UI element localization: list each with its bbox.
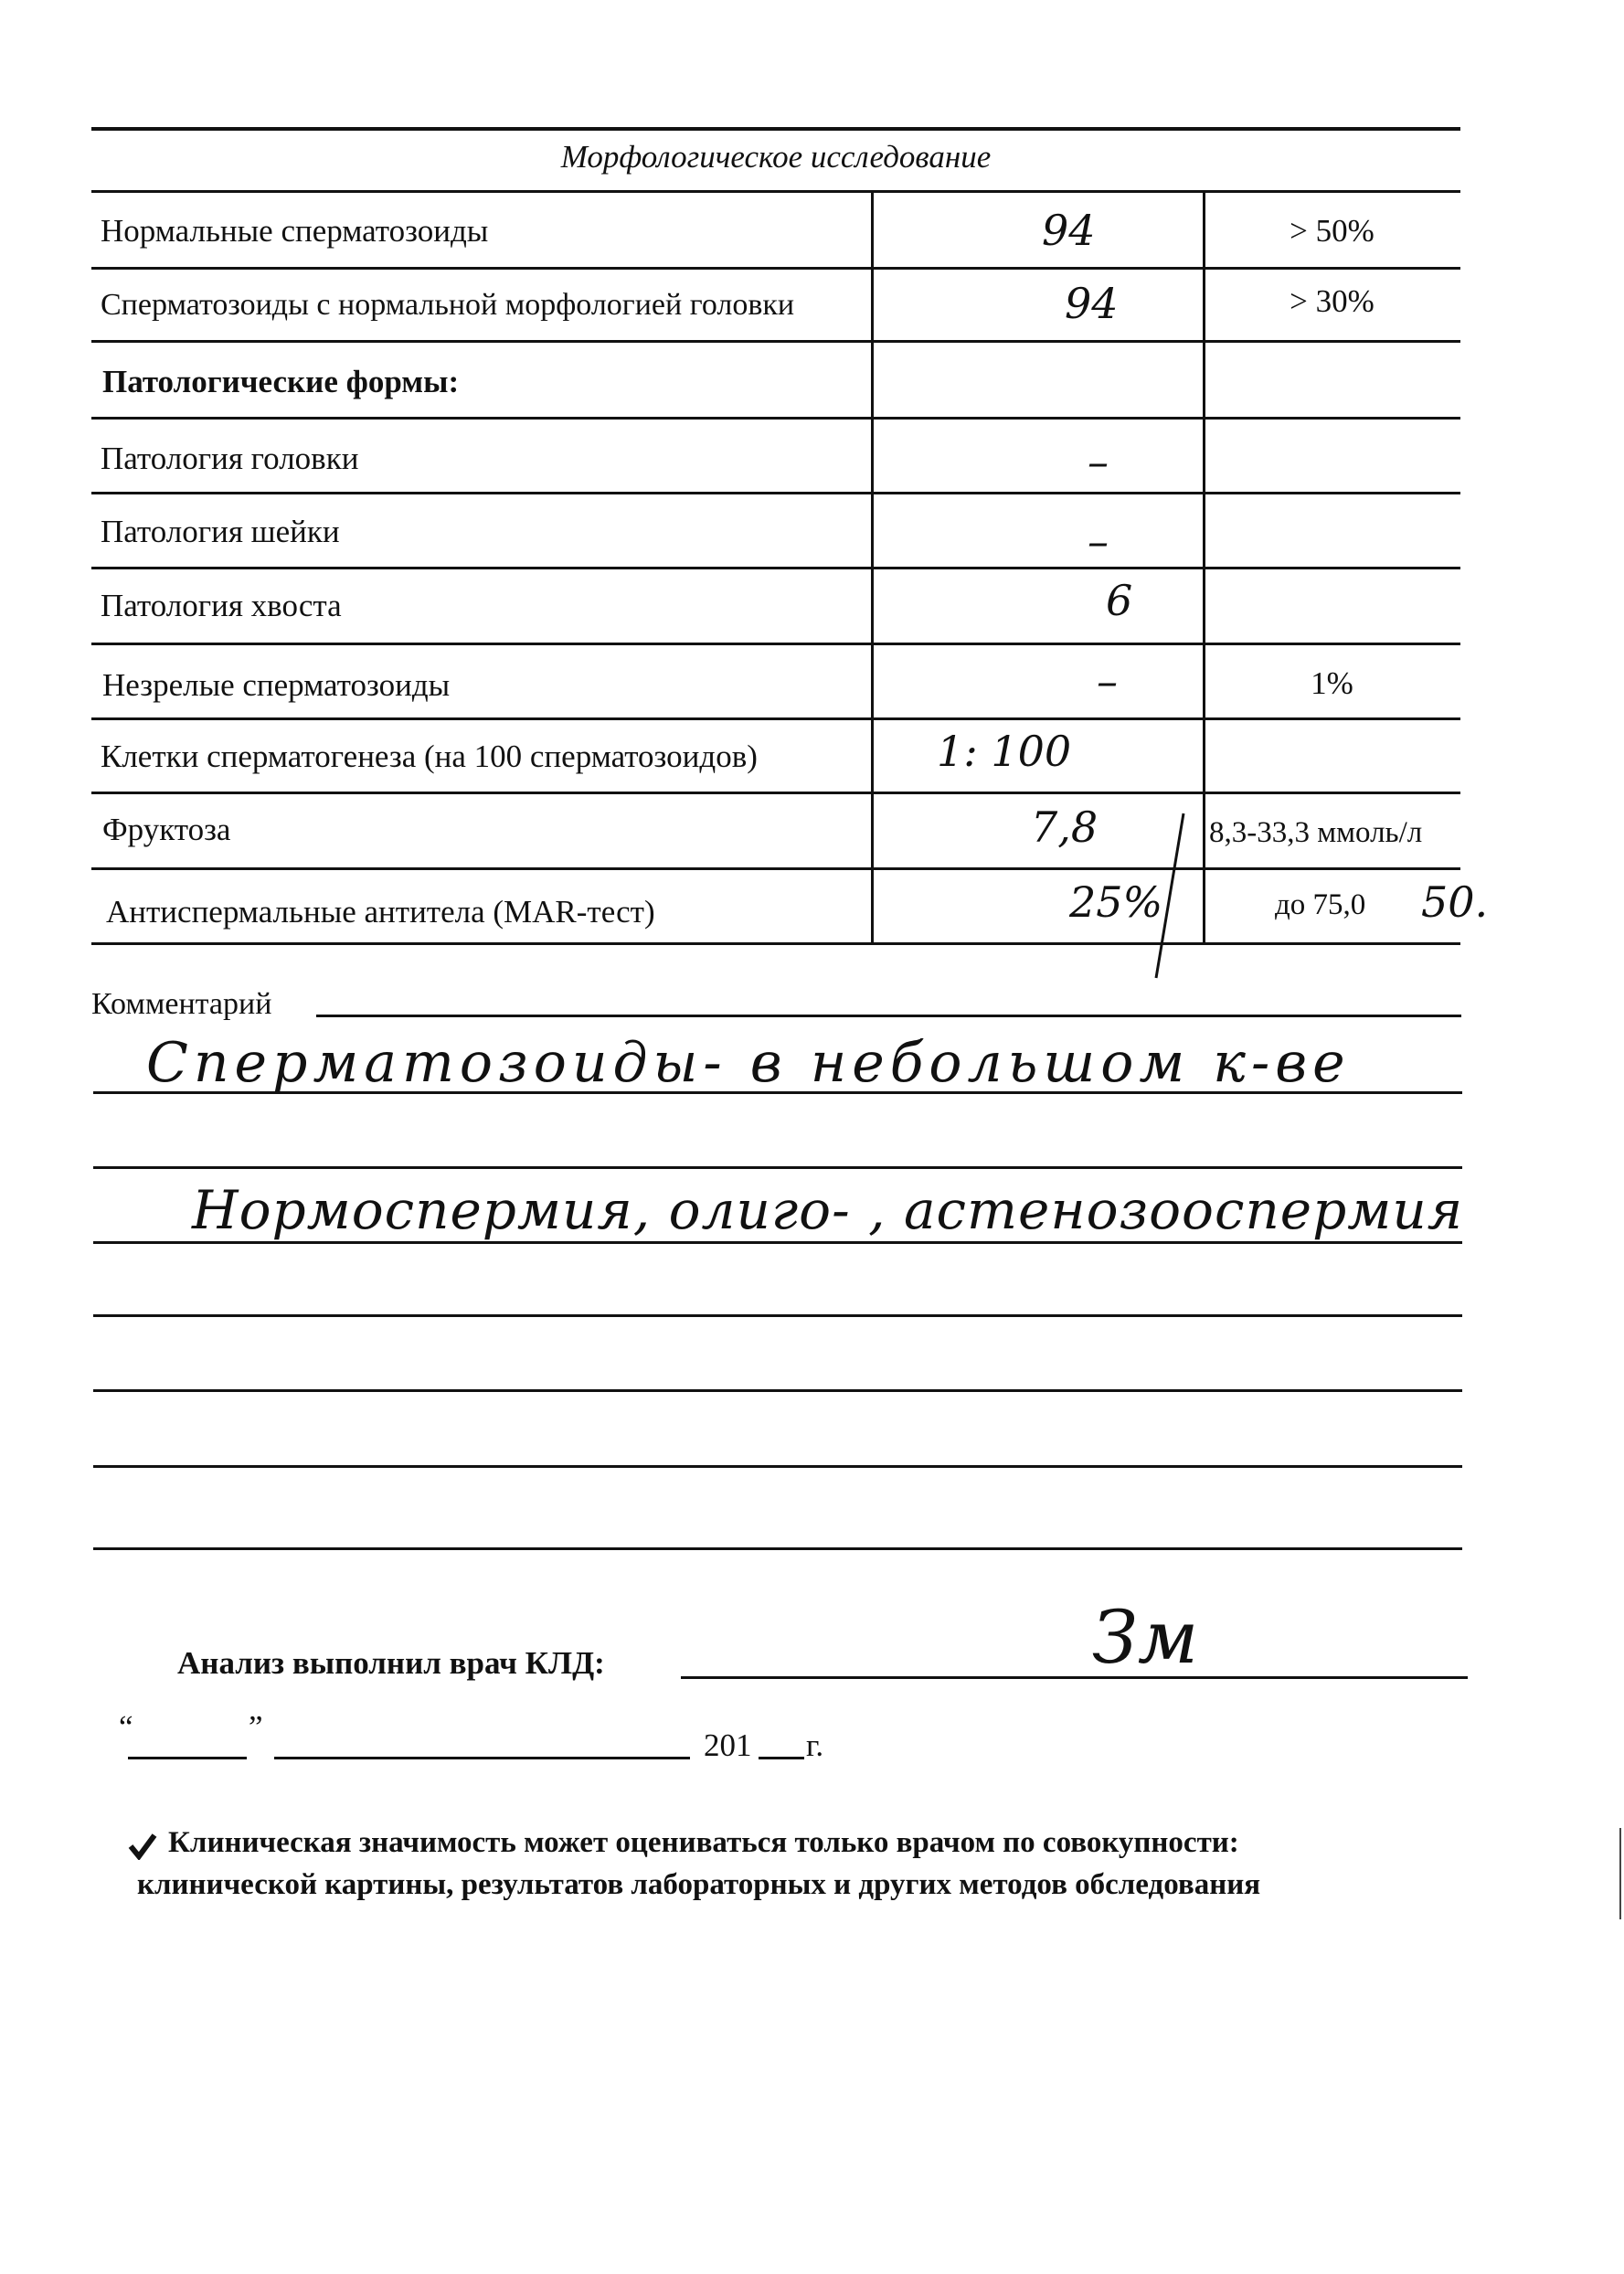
comment-line xyxy=(93,1389,1462,1392)
row-label: Сперматозоиды с нормальной морфологией головки xyxy=(101,288,795,322)
table-bottom-border xyxy=(91,942,1460,945)
row-border xyxy=(91,792,1460,794)
signature-line xyxy=(681,1676,1468,1679)
comment-handwritten-line: Сперматозоиды- в небольшом к-ве xyxy=(146,1031,1351,1095)
row-norm: > 50% xyxy=(1290,213,1375,249)
row-value: – xyxy=(1097,656,1118,706)
row-label: Патология хвоста xyxy=(101,588,342,623)
date-day-line xyxy=(128,1757,247,1759)
signature-label: Анализ выполнил врач КЛД: xyxy=(177,1645,605,1681)
comment-line xyxy=(93,1166,1462,1169)
row-norm: > 30% xyxy=(1290,283,1375,319)
footer-note-line2: клинической картины, результатов лабораторных и других методов обследования xyxy=(137,1868,1261,1901)
date-year-prefix: 201 xyxy=(704,1727,752,1763)
row-border xyxy=(91,340,1460,343)
section-title: Морфологическое исследование xyxy=(560,139,992,175)
scan-edge xyxy=(1619,1828,1621,1919)
checkmark-icon xyxy=(128,1833,157,1860)
footer-note-line1: Клиническая значимость может оцениваться только врачом по совокупности: xyxy=(168,1826,1239,1859)
row-value: 6 xyxy=(1106,576,1133,625)
comment-line xyxy=(93,1241,1462,1244)
row-norm: 8,3-33,3 ммоль/л xyxy=(1209,816,1423,849)
comment-handwritten-line: Нормоспермия, олиго- , астенозооспермия xyxy=(192,1179,1464,1241)
row-value: – xyxy=(1088,516,1109,566)
row-value: – xyxy=(1088,437,1109,486)
row-value: 94 xyxy=(1042,206,1096,255)
date-quote-open: “ xyxy=(119,1709,133,1745)
date-year-suffix: г. xyxy=(806,1727,824,1763)
row-border xyxy=(91,867,1460,870)
row-label: Нормальные сперматозоиды xyxy=(101,213,489,249)
row-value: 25% xyxy=(1069,877,1163,927)
row-label: Клетки сперматогенеза (на 100 сперматозоидов) xyxy=(101,739,758,774)
row-value: 7,8 xyxy=(1031,802,1099,852)
date-year-line xyxy=(759,1757,804,1759)
table-header-border xyxy=(91,190,1460,193)
comment-line xyxy=(316,1015,1461,1017)
comment-line xyxy=(93,1465,1462,1468)
comment-label: Комментарий xyxy=(91,987,272,1021)
table-top-border xyxy=(91,127,1460,131)
row-norm-handwritten: 50. xyxy=(1421,877,1489,927)
row-label: Антиспермальные антитела (MAR-тест) xyxy=(106,894,655,930)
row-border xyxy=(91,643,1460,645)
row-label: Патология головки xyxy=(101,441,359,476)
row-label-section: Патологические формы: xyxy=(102,364,460,399)
row-label: Фруктоза xyxy=(102,812,231,847)
row-border xyxy=(91,417,1460,420)
row-border xyxy=(91,267,1460,270)
row-label: Патология шейки xyxy=(101,514,340,549)
doctor-signature: Зм xyxy=(1092,1595,1199,1680)
comment-line xyxy=(93,1547,1462,1550)
row-label: Незрелые сперматозоиды xyxy=(102,667,451,703)
row-value: 1: 100 xyxy=(937,727,1072,776)
row-border xyxy=(91,492,1460,494)
row-norm: до 75,0 xyxy=(1275,888,1366,921)
row-value: 94 xyxy=(1065,279,1119,328)
date-month-line xyxy=(274,1757,690,1759)
row-norm: 1% xyxy=(1311,665,1353,701)
row-border xyxy=(91,717,1460,720)
date-quote-close: ” xyxy=(249,1709,263,1745)
handwritten-stroke xyxy=(1142,804,1197,987)
row-border xyxy=(91,567,1460,569)
comment-line xyxy=(93,1314,1462,1317)
